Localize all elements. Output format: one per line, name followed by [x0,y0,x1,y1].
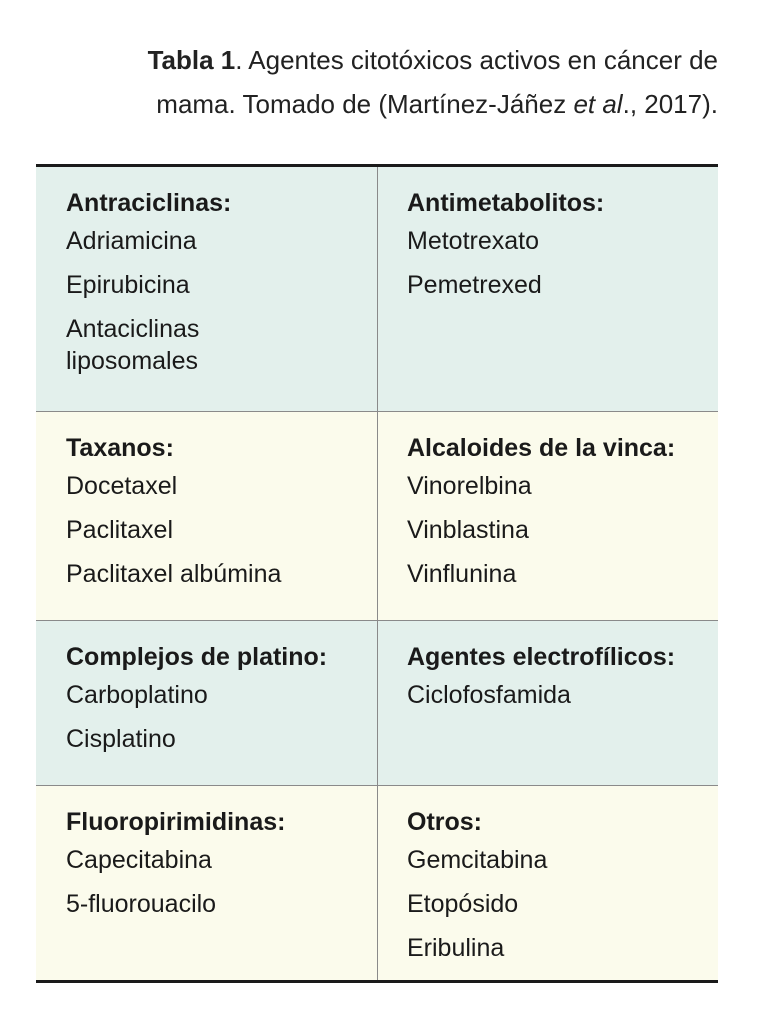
cell-item: Cisplatino [66,725,176,753]
table-cell-antimetabolitos [378,167,718,411]
cell-title: Taxanos: [66,434,174,462]
table-cell-platino [36,621,378,785]
cell-item: Vinorelbina [407,472,532,500]
cell-item: Carboplatino [66,681,208,709]
cell-title: Complejos de platino: [66,643,328,671]
table-row [36,167,718,412]
cell-item: Adriamicina [66,227,197,255]
cell-item: Gemcitabina [407,846,548,874]
cell-item: Docetaxel [66,472,178,500]
cell-item: Etopósido [407,890,519,918]
cell-title: Antimetabolitos: [407,189,605,217]
cell-title: Alcaloides de la vinca: [407,434,676,462]
cell-title: Agentes electrofílicos: [407,643,676,671]
caption-text: . Agentes citotóxicos activos en cáncer de mama. Tomado de (Martínez-Jáñez [156,45,718,119]
cell-title: Otros: [407,808,482,836]
cell-item: Pemetrexed [407,271,542,299]
cell-item: Epirubicina [66,271,190,299]
agents-table [36,164,718,983]
cell-item: Eribulina [407,934,505,962]
cell-title: Antraciclinas: [66,189,232,217]
table-row [36,621,718,786]
table-cell-fluoropirimidinas [36,786,378,980]
table-cell-antraciclinas [36,167,378,411]
table-row [36,786,718,980]
cell-item: Antaciclinas liposomales [66,315,200,375]
caption-label: Tabla 1 [147,45,236,75]
cell-item: Vinblastina [407,516,529,544]
table-cell-taxanos [36,412,378,620]
cell-title: Fluoropirimidinas: [66,808,286,836]
cell-item: Metotrexato [407,227,540,255]
table-cell-otros [378,786,718,980]
cell-item: Capecitabina [66,846,212,874]
cell-item: Ciclofosfamida [407,681,571,709]
table-cell-alcaloides [378,412,718,620]
cell-item: Paclitaxel [66,516,173,544]
caption-tail: ., 2017). [622,89,718,119]
cell-item: 5-fluorouacilo [66,890,217,918]
cell-item: Vinflunina [407,560,517,588]
table-caption [78,38,718,126]
cell-item: Paclitaxel albúmina [66,560,282,588]
table-cell-electrofilicos [378,621,718,785]
caption-em: et al [573,89,623,119]
table-row [36,412,718,621]
